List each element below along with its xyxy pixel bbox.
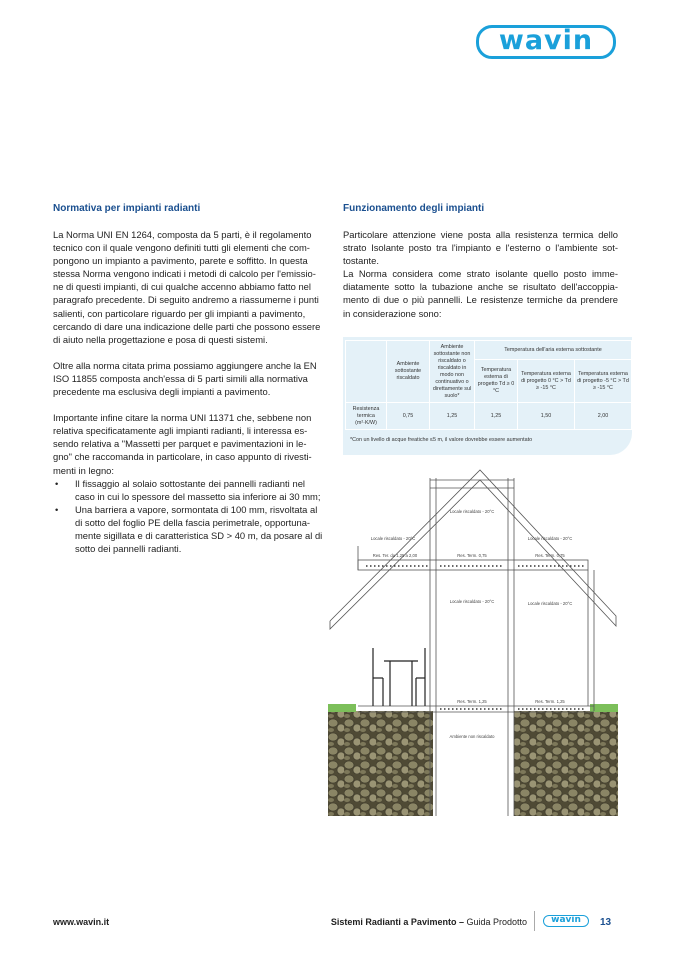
footer-title: Sistemi Radianti a Pavimento – Guida Prodotto — [330, 917, 527, 927]
text-line: pongono un impianto a pavimento, parete e soffitto. In questa — [53, 255, 308, 267]
text-line: gno" che raccomanda in particolare, in caso appunto di rivesti- — [53, 451, 312, 463]
footer-url[interactable]: www.wavin.it — [53, 917, 110, 927]
label-res-upper-mid: Res. Term. 0,75 — [457, 553, 487, 558]
row-label: Resistenza termica (m²·K/W) — [346, 403, 387, 430]
value-cell: 0,75 — [387, 403, 430, 430]
text-line: strato Isolante posto tra l'impianto e l'esterno o l'ambiente sot- — [343, 242, 618, 254]
th-group: Temperatura dell'aria esterna sottostante — [475, 341, 632, 360]
text-line: Particolare attenzione viene posta alla resistenza termica dello — [343, 229, 618, 240]
text-line: stessa Norma vengono indicati i metodi di calcolo per l'emissio- — [53, 268, 316, 280]
value-cell: 1,25 — [430, 403, 475, 430]
text-line: relativa specificatamente agli impianti radianti, li interessa es- — [53, 425, 308, 437]
th-heated: Ambiente sottostante riscaldato — [387, 341, 430, 403]
paragraph — [53, 228, 321, 346]
ground — [328, 704, 618, 816]
label-upper-left-room: Locale riscaldato - 20°C — [370, 536, 416, 541]
wavin-logo: wavin — [476, 25, 616, 59]
left-column-text — [53, 228, 323, 555]
label-top-room: Locale riscaldato - 20°C — [449, 509, 495, 514]
th-temp1: Temperatura esterna di progetto Td ≥ 0 °C — [475, 360, 518, 403]
text-line: di aiuto nella progettazione e posa di questi sistemi. — [53, 333, 268, 345]
footer-wavin-logo: wavin — [543, 915, 589, 927]
label-mid-room: Locale riscaldato - 20°C — [449, 599, 495, 604]
house-section-diagram — [328, 466, 632, 816]
value-cell: 2,00 — [575, 403, 632, 430]
label-res-upper-left: Res. Ter. da 1,25 a 2,00 — [372, 553, 418, 558]
text-line: in considerazione sono: — [343, 307, 442, 319]
th-temp2: Temperatura esterna di progetto 0 °C > Td ≥ -15 °C — [518, 360, 575, 403]
paragraph — [53, 411, 312, 476]
label-res-lower-mid: Res. Term. 1,25 — [457, 699, 487, 704]
label-upper-right-room: Locale riscaldato - 20°C — [527, 536, 573, 541]
text-line: ne di questi impianti, di cui qualche accenno abbiamo fatto nel — [53, 281, 311, 293]
paragraph-gap — [53, 398, 305, 411]
bullet-item — [53, 477, 321, 503]
heating-pipes — [366, 566, 584, 709]
text-line: Una barriera a vapore, sormontata di 100 mm, risvoltata al — [75, 503, 318, 515]
page-number: 13 — [600, 917, 612, 928]
text-line: La Norma UNI EN 1264, composta da 5 parti, è il regolamento — [53, 229, 312, 240]
text-line: caso in cui lo spessore del massetto sia inferiore ai 30 mm; — [75, 490, 321, 502]
label-basement: Ambiente non riscaldato — [449, 734, 495, 739]
text-line: sotto dei pannelli radianti. — [75, 543, 182, 555]
text-line: cercando di dare una indicazione delle parti che possono essere — [53, 320, 321, 332]
text-line: mente sigillata e di caratteristica SD > 40 m, da posare al di — [75, 529, 323, 541]
label-right-room: Locale riscaldato - 20°C — [527, 601, 573, 606]
text-line: La Norma considera come strato isolante quello posto imme- — [343, 268, 618, 280]
text-line: menti in legno: — [53, 464, 114, 476]
table-footnote: *Con un livello di acque freatiche ≤5 m, il valore dovrebbe essere aumentato — [350, 437, 533, 443]
text-line: Oltre alla norma citata prima possiamo aggiungere anche la EN — [53, 359, 317, 371]
section-heading-funzionamento: Funzionamento degli impianti — [343, 203, 485, 214]
paragraph-gap — [53, 346, 305, 359]
footer-divider — [534, 911, 535, 931]
section-heading-normativa: Normativa per impianti radianti — [53, 203, 201, 214]
th-temp3: Temperatura esterna di progetto -5 °C > Td ≥ -15 °C — [575, 360, 632, 403]
bullet-icon: • — [55, 503, 59, 515]
text-line: salienti, con particolare riguardo per gli impianti a pavimento, — [53, 307, 306, 319]
text-line: diatamente sotto la tubazione anche se risultato dell'accoppia- — [343, 281, 618, 293]
resistance-table — [345, 340, 632, 430]
text-line: tostante. — [343, 255, 379, 267]
text-line: precedente ma esclusiva degli impianti a pavimento. — [53, 386, 271, 398]
value-cell: 1,50 — [518, 403, 575, 430]
text-line: paragrafo precedente. Di seguito andremo a riassumerne i punti — [53, 294, 319, 306]
value-cell: 1,25 — [475, 403, 518, 430]
text-line: di sotto del foglio PE della fascia perimetrale, opportuna- — [75, 516, 311, 528]
text-line: sendo relativa a "Massetti per parquet e pavimentazioni in le- — [53, 438, 307, 450]
label-res-upper-right: Res. Term. 0,75 — [535, 553, 565, 558]
right-column-text — [343, 228, 618, 320]
text-line: mento di due o più pannelli. Le resistenze termiche da prendere — [343, 294, 618, 306]
text-line: Importante infine citare la norma UNI 11371 che, sebbene non — [53, 412, 312, 424]
label-res-lower-right: Res. Term. 1,25 — [535, 699, 565, 704]
table-and-chairs — [373, 648, 425, 706]
text-line: Il fissaggio al solaio sottostante dei pannelli radianti nel — [75, 477, 305, 489]
text-line: ISO 11855 composta anch'essa di 5 parti simili alla normativa — [53, 372, 308, 384]
bullet-icon: • — [55, 477, 59, 489]
bullet-item — [53, 503, 323, 555]
text-line: tecnico con il quale vengono definiti tutti gli elementi che com- — [53, 242, 310, 254]
paragraph — [53, 359, 317, 398]
th-unheated: Ambiente sottostante non riscaldato o riscaldato in modo non continuativo o direttamente sul suolo* — [430, 341, 475, 403]
